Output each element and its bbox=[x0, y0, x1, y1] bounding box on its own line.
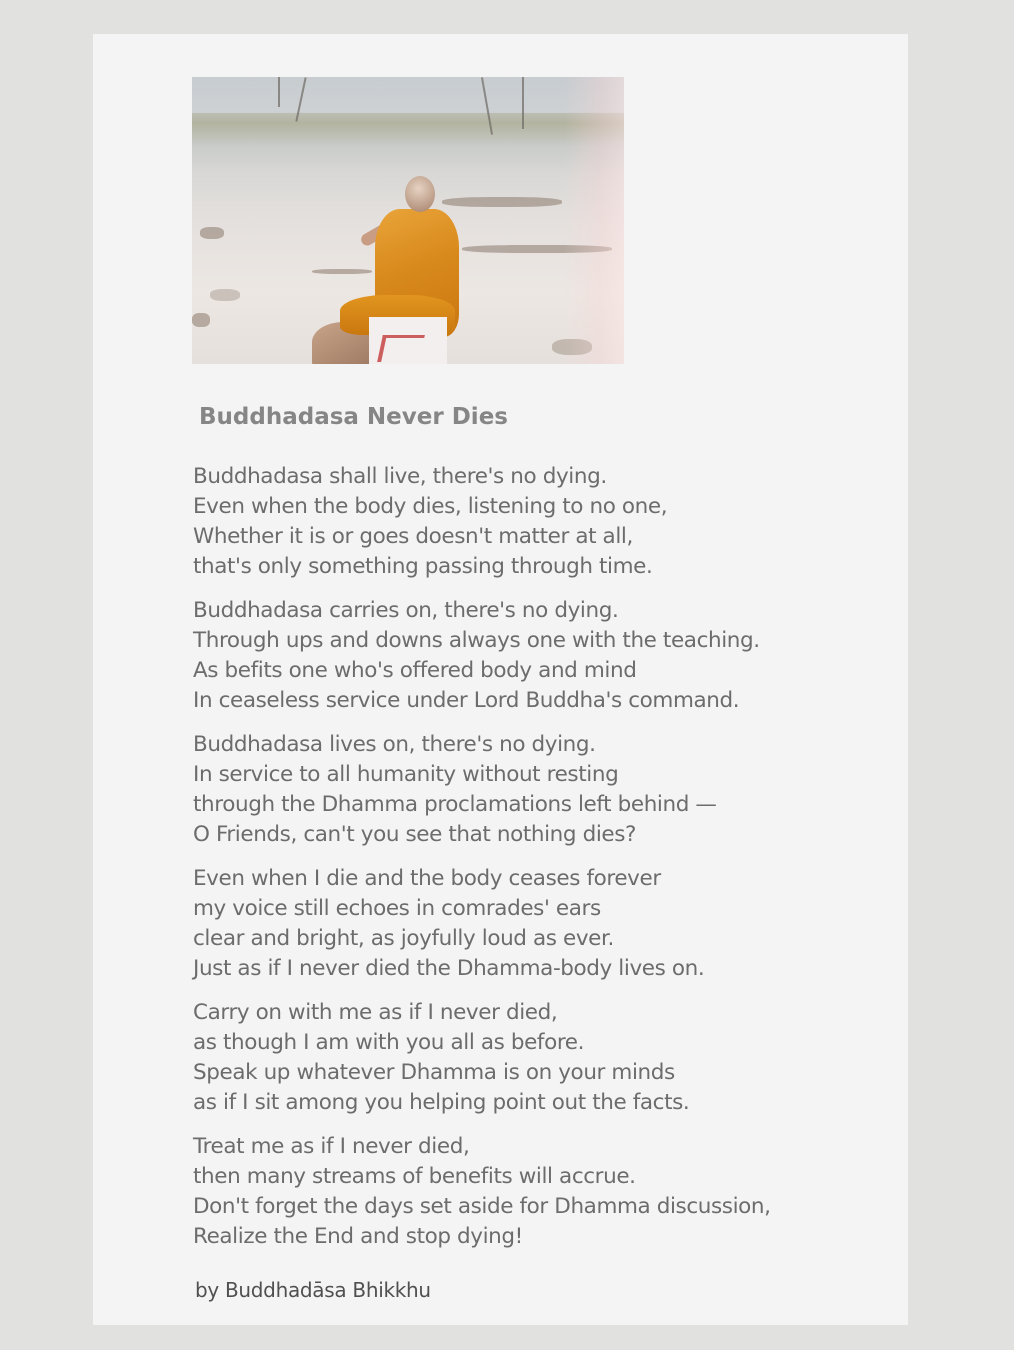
poem-line: As befits one who's offered body and mind bbox=[193, 658, 637, 683]
poem-line: Through ups and downs always one with the teaching. bbox=[193, 628, 760, 653]
poem-line: Even when I die and the body ceases forever bbox=[193, 866, 661, 891]
photo-pole bbox=[522, 77, 524, 129]
poem-line: through the Dhamma proclamations left behind — bbox=[193, 792, 717, 817]
author-byline: by Buddhadāsa Bhikkhu bbox=[195, 1278, 431, 1302]
stanza bbox=[193, 462, 893, 582]
stanza bbox=[193, 730, 893, 850]
photo-debris bbox=[312, 269, 372, 274]
poem-line: as though I am with you all as before. bbox=[193, 1030, 585, 1055]
photo-debris bbox=[210, 289, 240, 301]
poem-line: Even when the body dies, listening to no one, bbox=[193, 494, 668, 519]
poem-line: Buddhadasa shall live, there's no dying. bbox=[193, 464, 607, 489]
poem-line: Speak up whatever Dhamma is on your minds bbox=[193, 1060, 675, 1085]
poem-line: Carry on with me as if I never died, bbox=[193, 1000, 558, 1025]
poem-line: In ceaseless service under Lord Buddha's command. bbox=[193, 688, 740, 713]
photo-debris bbox=[192, 313, 210, 327]
poem-line: Whether it is or goes doesn't matter at all, bbox=[193, 524, 633, 549]
poem-line: Treat me as if I never died, bbox=[193, 1134, 470, 1159]
poem-page bbox=[93, 34, 908, 1325]
poem-line: Don't forget the days set aside for Dhamma discussion, bbox=[193, 1194, 771, 1219]
photo-monk-head bbox=[405, 176, 435, 212]
poem-title: Buddhadasa Never Dies bbox=[199, 404, 508, 430]
monk-on-beach-photo bbox=[192, 77, 624, 364]
stanza bbox=[193, 864, 893, 984]
poem-line: Just as if I never died the Dhamma-body lives on. bbox=[193, 956, 705, 981]
stanza bbox=[193, 596, 893, 716]
poem-body bbox=[193, 462, 893, 1266]
poem-line: my voice still echoes in comrades' ears bbox=[193, 896, 601, 921]
stanza bbox=[193, 1132, 893, 1252]
photo-light-leak bbox=[564, 77, 624, 364]
poem-line: Buddhadasa lives on, there's no dying. bbox=[193, 732, 596, 757]
photo-sea bbox=[192, 113, 624, 147]
photo-debris bbox=[442, 197, 562, 207]
poem-line: as if I sit among you helping point out the facts. bbox=[193, 1090, 690, 1115]
photo-cloth-mark bbox=[377, 335, 425, 362]
poem-line: then many streams of benefits will accrue. bbox=[193, 1164, 636, 1189]
poem-line: that's only something passing through time. bbox=[193, 554, 653, 579]
photo-debris bbox=[200, 227, 224, 239]
stanza bbox=[193, 998, 893, 1118]
photo-pole bbox=[278, 77, 280, 107]
poem-line: O Friends, can't you see that nothing dies? bbox=[193, 822, 637, 847]
poem-line: Buddhadasa carries on, there's no dying. bbox=[193, 598, 619, 623]
poem-line: clear and bright, as joyfully loud as ever. bbox=[193, 926, 614, 951]
poem-line: In service to all humanity without resting bbox=[193, 762, 619, 787]
poem-line: Realize the End and stop dying! bbox=[193, 1224, 523, 1249]
